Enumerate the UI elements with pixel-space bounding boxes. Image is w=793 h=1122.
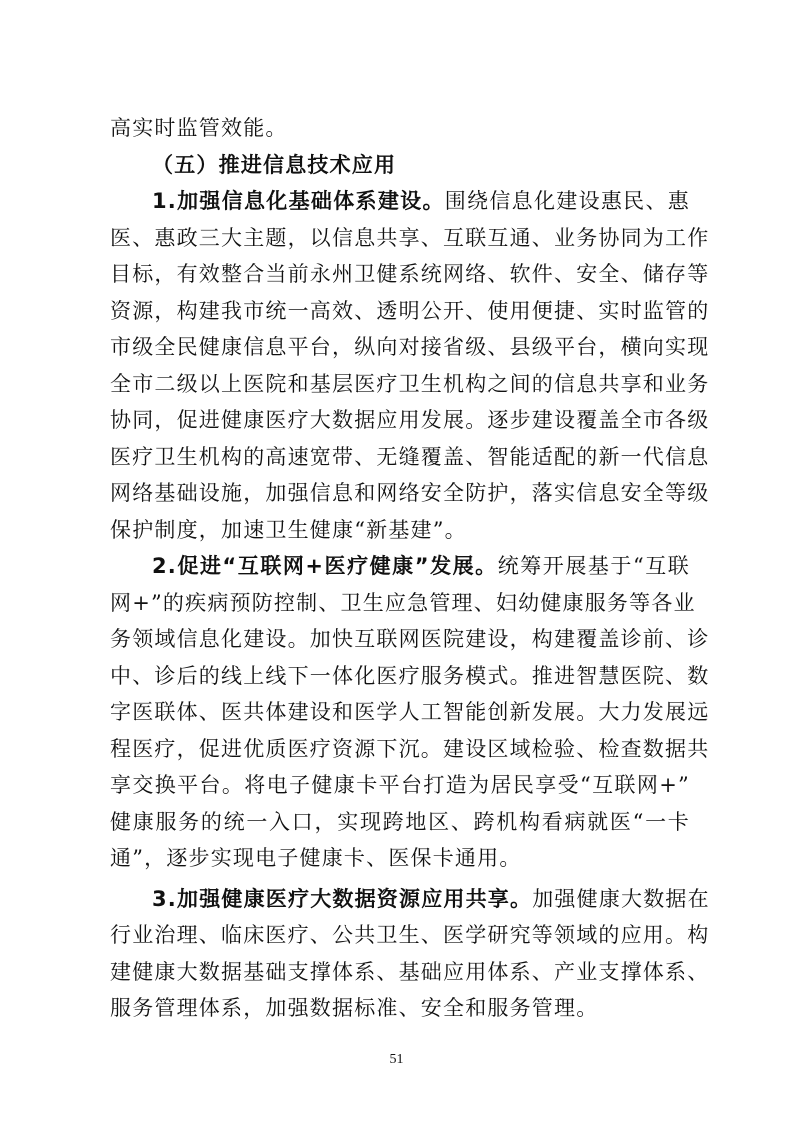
paragraph-text: 围绕信息化建设惠民、惠 [444, 189, 690, 213]
paragraph-line: 市级全民健康信息平台，纵向对接省级、县级平台，横向实现 [110, 335, 710, 359]
paragraph-line: 协同，促进健康医疗大数据应用发展。逐步建设覆盖全市各级 [110, 408, 710, 432]
paragraph-first-line [110, 881, 710, 918]
paragraph-line: 字医联体、医共体建设和医学人工智能创新发展。大力发展远 [110, 700, 710, 724]
paragraph-line: 医疗卫生机构的高速宽带、无缝覆盖、智能适配的新一代信息 [110, 444, 710, 469]
paragraph-line: 网+”的疾病预防控制、卫生应急管理、妇幼健康服务等各业 [110, 590, 696, 615]
paragraph-line: 目标，有效整合当前永州卫健系统网络、软件、安全、储存等 [110, 262, 710, 286]
paragraph-title: 1.加强信息化基础体系建设。 [152, 189, 445, 213]
paragraph-title: 3.加强健康医疗大数据资源应用共享。 [152, 886, 533, 911]
paragraph-line: 医、惠政三大主题，以信息共享、互联互通、业务协同为工作 [110, 225, 710, 250]
paragraph-text: 加强健康大数据在 [532, 886, 710, 911]
paragraph-line: 中、诊后的线上线下一体化医疗服务模式。推进智慧医院、数 [110, 663, 710, 688]
paragraph-line: 享交换平台。将电子健康卡平台打造为居民享受“互联网+” [110, 773, 690, 797]
paragraph-line: 资源，构建我市统一高效、透明公开、使用便捷、实时监管的 [110, 298, 710, 323]
section-heading: （五）推进信息技术应用 [152, 152, 397, 177]
paragraph-title: 2.促进“互联网+医疗健康”发展。 [152, 554, 498, 578]
continuation-line: 高实时监管效能。 [110, 116, 288, 140]
paragraph-line: 网络基础设施，加强信息和网络安全防护，落实信息安全等级 [110, 481, 710, 505]
paragraph-first-line [110, 183, 690, 220]
paragraph-line: 全市二级以上医院和基层医疗卫生机构之间的信息共享和业务 [110, 371, 710, 396]
paragraph-line: 健康服务的统一入口，实现跨地区、跨机构看病就医“一卡 [110, 809, 690, 834]
paragraph-first-line [110, 548, 690, 585]
page-number: 51 [389, 1052, 404, 1067]
body-text [110, 110, 710, 1027]
paragraph-text: 统筹开展基于“互联 [497, 554, 690, 578]
paragraph-line: 建健康大数据基础支撑体系、基础应用体系、产业支撑体系、 [110, 959, 710, 984]
paragraph-line: 程医疗，促进优质医疗资源下沉。建设区域检验、检查数据共 [110, 736, 710, 761]
paragraph-last-line: 保护制度，加速卫生健康“新基建”。 [110, 517, 467, 542]
paragraph-1 [110, 183, 710, 548]
paragraph-2 [110, 548, 710, 877]
paragraph-last-line: 服务管理体系，加强数据标准、安全和服务管理。 [110, 996, 599, 1020]
paragraph-last-line: 通”，逐步实现电子健康卡、医保卡通用。 [110, 846, 522, 870]
paragraph-3 [110, 881, 710, 1027]
paragraph-line: 行业治理、临床医疗、公共卫生、医学研究等领域的应用。构 [110, 923, 710, 947]
paragraph-line: 务领域信息化建设。加快互联网医院建设，构建覆盖诊前、诊 [110, 627, 710, 651]
